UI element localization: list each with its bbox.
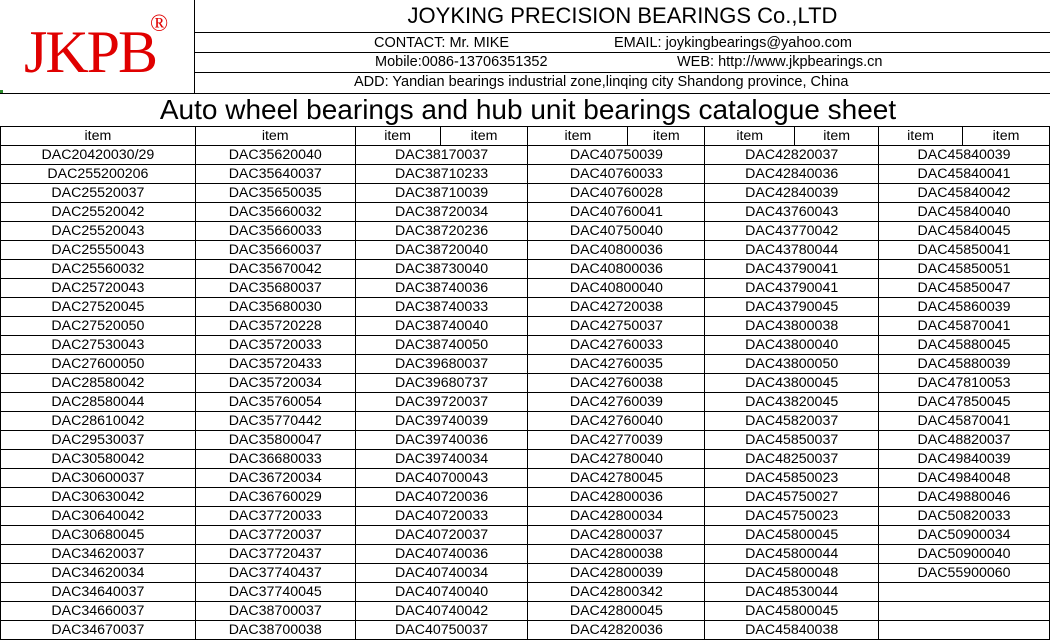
bearing-item-cell: DAC27520050 <box>1 317 196 336</box>
bearing-item-cell: DAC40740042 <box>355 602 528 621</box>
bearing-item-cell: DAC35720433 <box>195 355 355 374</box>
table-row <box>1 222 1050 241</box>
bearing-item-cell: DAC25550043 <box>1 241 196 260</box>
bearing-item-cell: DAC45870041 <box>879 412 1050 431</box>
column-header: item <box>195 127 355 146</box>
table-row <box>1 355 1050 374</box>
bearing-item-cell: DAC38700038 <box>195 621 355 640</box>
bearing-item-cell: DAC40800036 <box>528 241 705 260</box>
bearing-item-cell: DAC40800040 <box>528 279 705 298</box>
bearing-item-cell: DAC45840038 <box>705 621 879 640</box>
bearing-item-cell: DAC40760028 <box>528 184 705 203</box>
bearing-item-cell: DAC39740039 <box>355 412 528 431</box>
bearing-item-cell: DAC40760033 <box>528 165 705 184</box>
bearing-item-cell: DAC43790041 <box>705 279 879 298</box>
bearing-item-cell: DAC43760043 <box>705 203 879 222</box>
table-row <box>1 526 1050 545</box>
bearing-item-cell: DAC35720033 <box>195 336 355 355</box>
bearing-item-cell: DAC40760041 <box>528 203 705 222</box>
bearing-item-cell: DAC39740036 <box>355 431 528 450</box>
bearing-item-cell: DAC35770442 <box>195 412 355 431</box>
bearing-item-cell: DAC43800045 <box>705 374 879 393</box>
bearing-item-cell: DAC38730040 <box>355 260 528 279</box>
table-header-row <box>1 127 1050 146</box>
bearing-item-cell: DAC27530043 <box>1 336 196 355</box>
table-row <box>1 241 1050 260</box>
bearing-item-cell: DAC37720033 <box>195 507 355 526</box>
column-header: item <box>355 127 440 146</box>
bearing-item-cell: DAC43800040 <box>705 336 879 355</box>
bearing-item-cell: DAC42750037 <box>528 317 705 336</box>
bearing-item-cell: DAC38710039 <box>355 184 528 203</box>
column-header: item <box>440 127 528 146</box>
bearing-item-cell: DAC38740033 <box>355 298 528 317</box>
bearing-item-cell: DAC42760040 <box>528 412 705 431</box>
column-header: item <box>705 127 795 146</box>
table-row <box>1 564 1050 583</box>
table-row <box>1 317 1050 336</box>
bearing-catalogue-table <box>0 126 1050 640</box>
bearing-item-cell: DAC49880046 <box>879 488 1050 507</box>
bearing-item-cell: DAC45870041 <box>879 317 1050 336</box>
table-row <box>1 165 1050 184</box>
bearing-item-cell: DAC43790041 <box>705 260 879 279</box>
bearing-item-cell: DAC40800036 <box>528 260 705 279</box>
column-header: item <box>628 127 705 146</box>
bearing-item-cell: DAC40740036 <box>355 545 528 564</box>
table-row <box>1 336 1050 355</box>
bearing-item-cell: DAC34660037 <box>1 602 196 621</box>
bearing-item-cell: DAC45750023 <box>705 507 879 526</box>
bearing-item-cell: DAC25520037 <box>1 184 196 203</box>
bearing-item-cell: DAC38740040 <box>355 317 528 336</box>
bearing-item-cell: DAC36720034 <box>195 469 355 488</box>
table-row <box>1 431 1050 450</box>
bearing-item-cell: DAC30640042 <box>1 507 196 526</box>
bearing-item-cell: DAC42720038 <box>528 298 705 317</box>
table-row <box>1 583 1050 602</box>
bearing-item-cell: DAC45750027 <box>705 488 879 507</box>
table-row <box>1 279 1050 298</box>
column-header: item <box>1 127 196 146</box>
bearing-item-cell: DAC45840041 <box>879 165 1050 184</box>
bearing-item-cell: DAC45880045 <box>879 336 1050 355</box>
bearing-item-cell: DAC38170037 <box>355 146 528 165</box>
bearing-item-cell: DAC34640037 <box>1 583 196 602</box>
company-logo <box>0 0 195 93</box>
bearing-item-cell: DAC42760035 <box>528 355 705 374</box>
bearing-item-cell: DAC45850047 <box>879 279 1050 298</box>
registered-mark-icon: ® <box>150 11 169 37</box>
bearing-item-cell: DAC50900040 <box>879 545 1050 564</box>
bearing-item-cell: DAC42780040 <box>528 450 705 469</box>
bearing-item-cell: DAC40720033 <box>355 507 528 526</box>
bearing-item-cell: DAC43790045 <box>705 298 879 317</box>
bearing-item-cell: DAC30630042 <box>1 488 196 507</box>
bearing-item-cell: DAC40700043 <box>355 469 528 488</box>
bearing-item-cell: DAC34620034 <box>1 564 196 583</box>
bearing-item-cell: DAC40720037 <box>355 526 528 545</box>
bearing-item-cell: DAC42770039 <box>528 431 705 450</box>
bearing-item-cell: DAC45840039 <box>879 146 1050 165</box>
bearing-item-cell: DAC42800034 <box>528 507 705 526</box>
bearing-item-cell: DAC45800045 <box>705 602 879 621</box>
bearing-item-cell: DAC38720236 <box>355 222 528 241</box>
divider <box>195 32 1050 33</box>
table-row <box>1 393 1050 412</box>
bearing-item-cell: DAC36680033 <box>195 450 355 469</box>
bearing-item-cell: DAC38740050 <box>355 336 528 355</box>
contact-person: CONTACT: Mr. MIKE <box>374 35 510 51</box>
contact-website: WEB: http://www.jkpbearings.cn <box>677 54 883 70</box>
bearing-item-cell: DAC35720228 <box>195 317 355 336</box>
bearing-item-cell: DAC42800037 <box>528 526 705 545</box>
bearing-item-cell: DAC35640037 <box>195 165 355 184</box>
company-name: JOYKING PRECISION BEARINGS Co.,LTD <box>407 3 838 28</box>
bearing-item-cell: DAC39680037 <box>355 355 528 374</box>
table-row <box>1 412 1050 431</box>
bearing-item-cell: DAC45850023 <box>705 469 879 488</box>
table-row <box>1 602 1050 621</box>
bearing-item-cell: DAC38720040 <box>355 241 528 260</box>
bearing-item-cell: DAC29530037 <box>1 431 196 450</box>
bearing-item-cell: DAC43780044 <box>705 241 879 260</box>
bearing-item-cell: DAC28610042 <box>1 412 196 431</box>
bearing-item-cell: DAC37720437 <box>195 545 355 564</box>
bearing-item-cell: DAC49840039 <box>879 450 1050 469</box>
bearing-item-cell: DAC35660037 <box>195 241 355 260</box>
bearing-item-cell <box>879 602 1050 621</box>
bearing-item-cell: DAC42800039 <box>528 564 705 583</box>
bearing-item-cell: DAC39680737 <box>355 374 528 393</box>
letterhead <box>0 0 1050 93</box>
bearing-item-cell: DAC45880039 <box>879 355 1050 374</box>
bearing-item-cell: DAC40750040 <box>528 222 705 241</box>
bearing-item-cell: DAC25520043 <box>1 222 196 241</box>
column-header: item <box>963 127 1050 146</box>
table-row <box>1 450 1050 469</box>
bearing-item-cell <box>879 583 1050 602</box>
table-row <box>1 488 1050 507</box>
bearing-item-cell: DAC42840036 <box>705 165 879 184</box>
bearing-item-cell: DAC45820037 <box>705 412 879 431</box>
bearing-item-cell: DAC40720036 <box>355 488 528 507</box>
bearing-item-cell: DAC40740034 <box>355 564 528 583</box>
bearing-item-cell: DAC42760033 <box>528 336 705 355</box>
bearing-item-cell: DAC35680030 <box>195 298 355 317</box>
bearing-item-cell: DAC37740437 <box>195 564 355 583</box>
bearing-item-cell: DAC20420030/29 <box>1 146 196 165</box>
bearing-item-cell: DAC42800342 <box>528 583 705 602</box>
bearing-item-cell: DAC37720037 <box>195 526 355 545</box>
bearing-item-cell: DAC37740045 <box>195 583 355 602</box>
bearing-item-cell: DAC28580044 <box>1 393 196 412</box>
bearing-item-cell: DAC45850037 <box>705 431 879 450</box>
bearing-item-cell: DAC39740034 <box>355 450 528 469</box>
bearing-item-cell: DAC25560032 <box>1 260 196 279</box>
bearing-item-cell: DAC42840039 <box>705 184 879 203</box>
bearing-item-cell: DAC43820045 <box>705 393 879 412</box>
bearing-item-cell: DAC42800038 <box>528 545 705 564</box>
bearing-item-cell: DAC42760039 <box>528 393 705 412</box>
bearing-item-cell: DAC48250037 <box>705 450 879 469</box>
bearing-item-cell: DAC55900060 <box>879 564 1050 583</box>
bearing-item-cell: DAC50820033 <box>879 507 1050 526</box>
bearing-item-cell: DAC45850041 <box>879 241 1050 260</box>
bearing-item-cell: DAC45840042 <box>879 184 1050 203</box>
bearing-item-cell: DAC40750037 <box>355 621 528 640</box>
bearing-item-cell: DAC39720037 <box>355 393 528 412</box>
bearing-item-cell: DAC35620040 <box>195 146 355 165</box>
bearing-item-cell: DAC34670037 <box>1 621 196 640</box>
bearing-item-cell: DAC35660032 <box>195 203 355 222</box>
table-row <box>1 545 1050 564</box>
bearing-item-cell: DAC43800050 <box>705 355 879 374</box>
bearing-item-cell: DAC38700037 <box>195 602 355 621</box>
bearing-item-cell: DAC30600037 <box>1 469 196 488</box>
bearing-item-cell: DAC43800038 <box>705 317 879 336</box>
bearing-item-cell: DAC42760038 <box>528 374 705 393</box>
table-row <box>1 507 1050 526</box>
bearing-item-cell: DAC45800044 <box>705 545 879 564</box>
bearing-item-cell: DAC35720034 <box>195 374 355 393</box>
bearing-item-cell: DAC35660033 <box>195 222 355 241</box>
bearing-item-cell: DAC42800045 <box>528 602 705 621</box>
bearing-item-cell: DAC45800048 <box>705 564 879 583</box>
table-row <box>1 203 1050 222</box>
bearing-item-cell: DAC47810053 <box>879 374 1050 393</box>
bearing-item-cell: DAC27520045 <box>1 298 196 317</box>
bearing-item-cell: DAC255200206 <box>1 165 196 184</box>
catalogue-title: Auto wheel bearings and hub unit bearings catalogue sheet <box>159 94 897 125</box>
bearing-item-cell: DAC48820037 <box>879 431 1050 450</box>
bearing-item-cell: DAC35680037 <box>195 279 355 298</box>
bearing-item-cell: DAC25720043 <box>1 279 196 298</box>
bearing-item-cell: DAC49840048 <box>879 469 1050 488</box>
table-row <box>1 469 1050 488</box>
bearing-item-cell: DAC35650035 <box>195 184 355 203</box>
column-header: item <box>879 127 963 146</box>
table-row <box>1 298 1050 317</box>
bearing-item-cell: DAC42820037 <box>705 146 879 165</box>
divider <box>195 52 1050 53</box>
column-header: item <box>528 127 628 146</box>
bearing-item-cell: DAC38710233 <box>355 165 528 184</box>
bearing-item-cell: DAC50900034 <box>879 526 1050 545</box>
contact-email: EMAIL: joykingbearings@yahoo.com <box>614 35 852 51</box>
bearing-item-cell: DAC45800045 <box>705 526 879 545</box>
bearing-item-cell: DAC28580042 <box>1 374 196 393</box>
bearing-item-cell: DAC45840045 <box>879 222 1050 241</box>
bearing-item-cell: DAC35670042 <box>195 260 355 279</box>
bearing-item-cell: DAC38740036 <box>355 279 528 298</box>
bearing-item-cell: DAC36760029 <box>195 488 355 507</box>
bearing-item-cell: DAC38720034 <box>355 203 528 222</box>
table-row <box>1 184 1050 203</box>
table-row <box>1 374 1050 393</box>
contact-mobile: Mobile:0086-13706351352 <box>375 54 548 70</box>
bearing-item-cell: DAC45850051 <box>879 260 1050 279</box>
bearing-item-cell: DAC30580042 <box>1 450 196 469</box>
table-row <box>1 621 1050 640</box>
table-row <box>1 260 1050 279</box>
table-row <box>1 146 1050 165</box>
bearing-item-cell: DAC40740040 <box>355 583 528 602</box>
bearing-item-cell: DAC30680045 <box>1 526 196 545</box>
contact-address: ADD: Yandian bearings industrial zone,linqing city Shandong province, China <box>354 74 849 90</box>
bearing-item-cell: DAC42820036 <box>528 621 705 640</box>
bearing-item-cell: DAC34620037 <box>1 545 196 564</box>
bearing-item-cell: DAC25520042 <box>1 203 196 222</box>
bearing-item-cell: DAC43770042 <box>705 222 879 241</box>
bearing-item-cell: DAC42780045 <box>528 469 705 488</box>
bearing-item-cell: DAC45860039 <box>879 298 1050 317</box>
column-header: item <box>795 127 879 146</box>
bearing-item-cell: DAC42800036 <box>528 488 705 507</box>
bearing-item-cell: DAC45840040 <box>879 203 1050 222</box>
logo-text: JKPB <box>24 19 157 85</box>
bearing-item-cell: DAC35760054 <box>195 393 355 412</box>
bearing-item-cell: DAC47850045 <box>879 393 1050 412</box>
bearing-item-cell: DAC48530044 <box>705 583 879 602</box>
bearing-item-cell: DAC27600050 <box>1 355 196 374</box>
bearing-item-cell: DAC40750039 <box>528 146 705 165</box>
bearing-item-cell: DAC35800047 <box>195 431 355 450</box>
bearing-item-cell <box>879 621 1050 640</box>
